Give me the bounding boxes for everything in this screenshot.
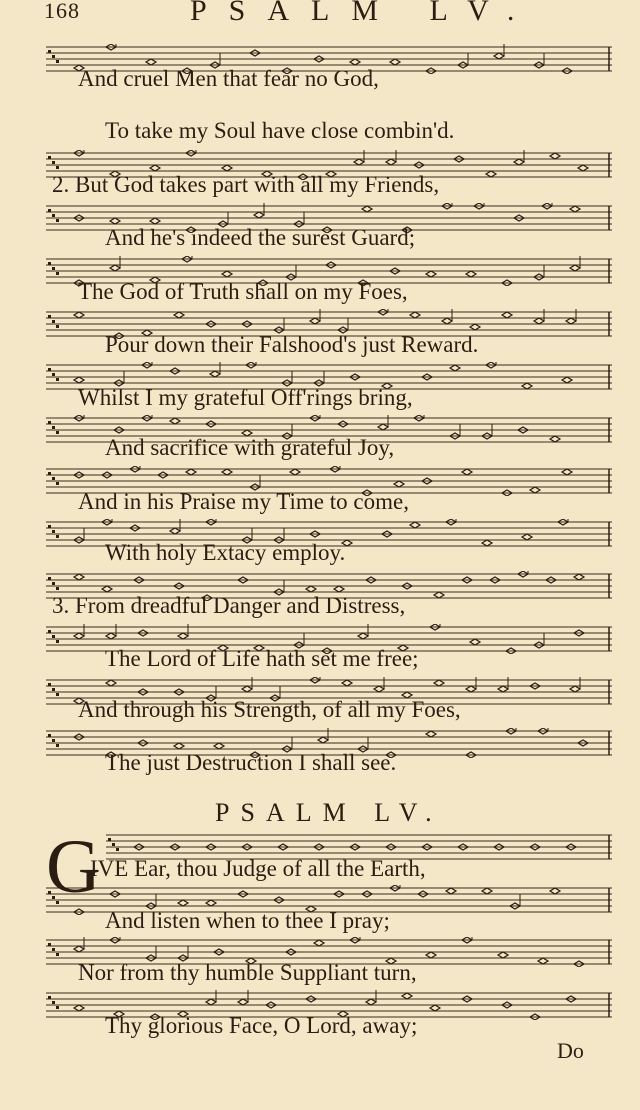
lyric-line: 2. But God takes part with all my Friends, bbox=[52, 172, 440, 197]
lyric-line: 3. From dreadful Danger and Distress, bbox=[52, 593, 406, 618]
lyric-line: With holy Extacy employ. bbox=[105, 540, 346, 565]
drop-cap: G bbox=[46, 825, 101, 909]
lyric-line: To take my Soul have close combin'd. bbox=[105, 118, 455, 143]
lyric-line: And he's indeed the surest Guard; bbox=[105, 225, 416, 250]
lyric-line: IVE Ear, thou Judge of all the Earth, bbox=[90, 856, 426, 881]
lyric-line: And sacrifice with grateful Joy, bbox=[105, 435, 395, 460]
lyric-line: Nor from thy humble Suppliant turn, bbox=[78, 960, 417, 985]
catchword: Do bbox=[557, 1038, 584, 1063]
lyric-line: And in his Praise my Time to come, bbox=[78, 489, 409, 514]
lyric-line: And listen when to thee I pray; bbox=[105, 908, 390, 933]
page-number: 168 bbox=[44, 0, 80, 23]
lyric-line: The God of Truth shall on my Foes, bbox=[78, 279, 408, 304]
lyric-line: The Lord of Life hath set me free; bbox=[105, 646, 419, 671]
lyric-line: The just Destruction I shall see. bbox=[105, 750, 397, 775]
lyric-line: Whilst I my grateful Off'rings bring, bbox=[78, 385, 413, 410]
lyric-line: Pour down their Falshood's just Reward. bbox=[105, 332, 479, 357]
lyric-line: Thy glorious Face, O Lord, away; bbox=[105, 1013, 418, 1038]
section-title: PSALM LV. bbox=[215, 798, 443, 827]
running-title: PSALM LV. bbox=[190, 0, 537, 27]
lyric-line: And through his Strength, of all my Foes, bbox=[78, 697, 461, 722]
lyric-line: And cruel Men that fear no God, bbox=[78, 66, 379, 91]
